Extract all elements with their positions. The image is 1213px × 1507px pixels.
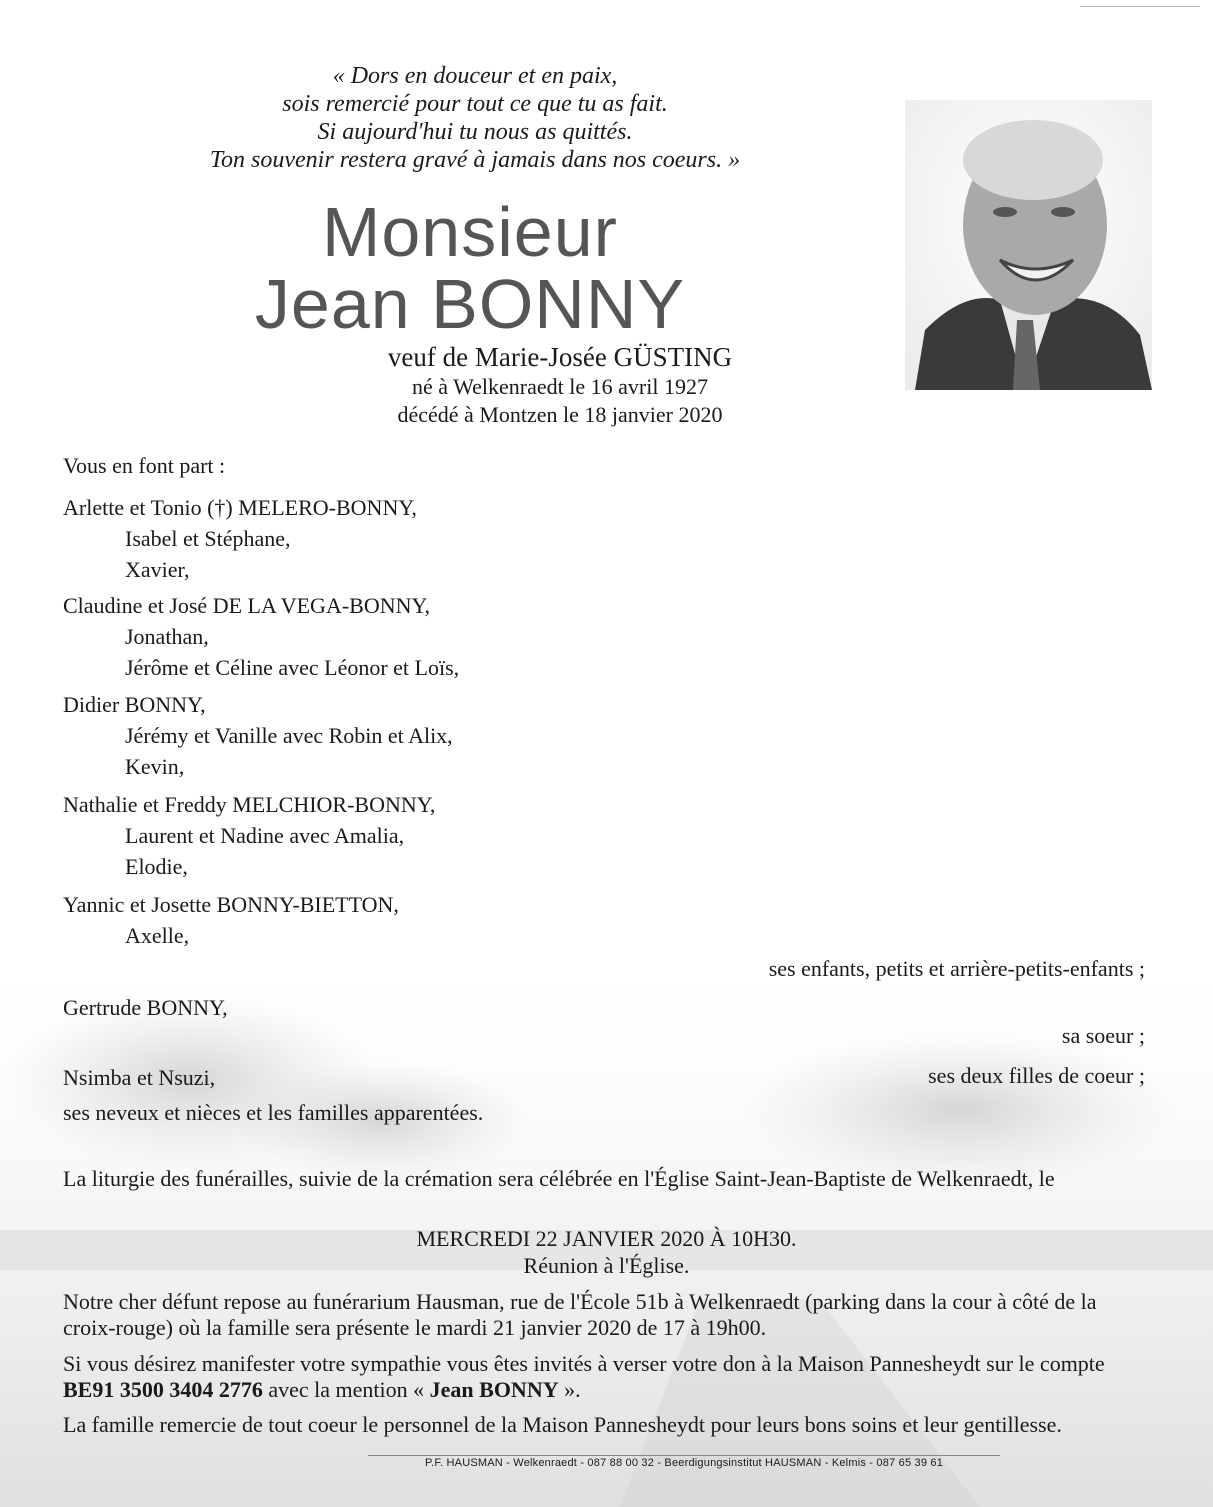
- footer-contact: P.F. HAUSMAN - Welkenraedt - 087 88 00 32 - Beerdigungsinstitut HAUSMAN - Kelmis - 087 65 39 61: [424, 1457, 944, 1469]
- family-line: Yannic et Josette BONNY-BIETTON,: [63, 892, 399, 917]
- role-hearts: ses deux filles de coeur ;: [928, 1063, 1145, 1088]
- donation-pre: Si vous désirez manifester votre sympathie vous êtes invités à verser votre don à la Maison Pannesheydt sur le compte: [63, 1351, 1105, 1376]
- family-line: Claudine et José DE LA VEGA-BONNY,: [63, 593, 431, 618]
- title-honorific: Monsieur: [322, 193, 618, 271]
- family-line: Nsimba et Nsuzi,: [63, 1065, 216, 1090]
- family-line: Nathalie et Freddy MELCHIOR-BONNY,: [63, 792, 436, 817]
- intro-text: Vous en font part :: [63, 453, 226, 478]
- widow-line: veuf de Marie-Josée GÜSTING: [387, 342, 733, 372]
- death-line: décédé à Montzen le 18 janvier 2020: [397, 402, 723, 427]
- donation-post: ».: [558, 1377, 581, 1402]
- donation-account: BE91 3500 3404 2776: [63, 1377, 263, 1402]
- quote-line: Si aujourd'hui tu nous as quittés.: [317, 119, 633, 145]
- family-line: Isabel et Stéphane,: [125, 526, 291, 551]
- ceremony-text: La liturgie des funérailles, suivie de la crémation sera célébrée en l'Église Saint-Jean-Baptiste de Welkenraedt, le: [63, 1166, 1055, 1191]
- family-line: Jonathan,: [125, 624, 209, 649]
- family-line: Arlette et Tonio (†) MELERO-BONNY,: [63, 495, 417, 520]
- ceremony-meeting: Réunion à l'Église.: [523, 1253, 690, 1278]
- donation-mid: avec la mention «: [262, 1377, 430, 1402]
- footer-divider: [368, 1455, 1000, 1456]
- family-line: Laurent et Nadine avec Amalia,: [125, 823, 405, 848]
- quote-line: « Dors en douceur et en paix,: [332, 63, 618, 89]
- family-line: Kevin,: [125, 754, 185, 779]
- quote-line: Ton souvenir restera gravé à jamais dans nos coeurs. »: [209, 147, 741, 173]
- epitaph-quote: [160, 62, 790, 174]
- quote-line: sois remercié pour tout ce que tu as fait.: [282, 91, 668, 117]
- portrait-photo: [905, 100, 1152, 390]
- birth-line: né à Welkenraedt le 16 avril 1927: [412, 374, 708, 399]
- ceremony-date: MERCREDI 22 JANVIER 2020 À 10H30.: [416, 1226, 797, 1251]
- role-sister: sa soeur ;: [1061, 1023, 1145, 1048]
- role-children: ses enfants, petits et arrière-petits-enfants ;: [768, 956, 1145, 981]
- family-line: Gertrude BONNY,: [63, 995, 228, 1020]
- family-line: Xavier,: [125, 557, 190, 582]
- family-line: Axelle,: [125, 923, 190, 948]
- title-name: Jean BONNY: [254, 265, 686, 343]
- family-line: Jérémy et Vanille avec Robin et Alix,: [125, 723, 453, 748]
- repose-text: Notre cher défunt repose au funérarium Hausman, rue de l'École 51b à Welkenraedt (parking dans la cour à côté de la croix-rouge) où la famille sera présente le mardi 21 janvier 2020 de 17 à 19h00.: [63, 1289, 1097, 1340]
- family-line: ses neveux et nièces et les familles apparentées.: [63, 1100, 484, 1125]
- family-line: Jérôme et Céline avec Léonor et Loïs,: [125, 655, 460, 680]
- top-edge-line: [1080, 6, 1200, 7]
- family-line: Elodie,: [125, 854, 188, 879]
- thanks-text: La famille remercie de tout coeur le personnel de la Maison Pannesheydt pour leurs bons soins et leur gentillesse.: [63, 1412, 1062, 1437]
- family-line: Didier BONNY,: [63, 692, 206, 717]
- donation-mention: Jean BONNY: [429, 1377, 559, 1402]
- donation-text: [63, 1351, 1153, 1403]
